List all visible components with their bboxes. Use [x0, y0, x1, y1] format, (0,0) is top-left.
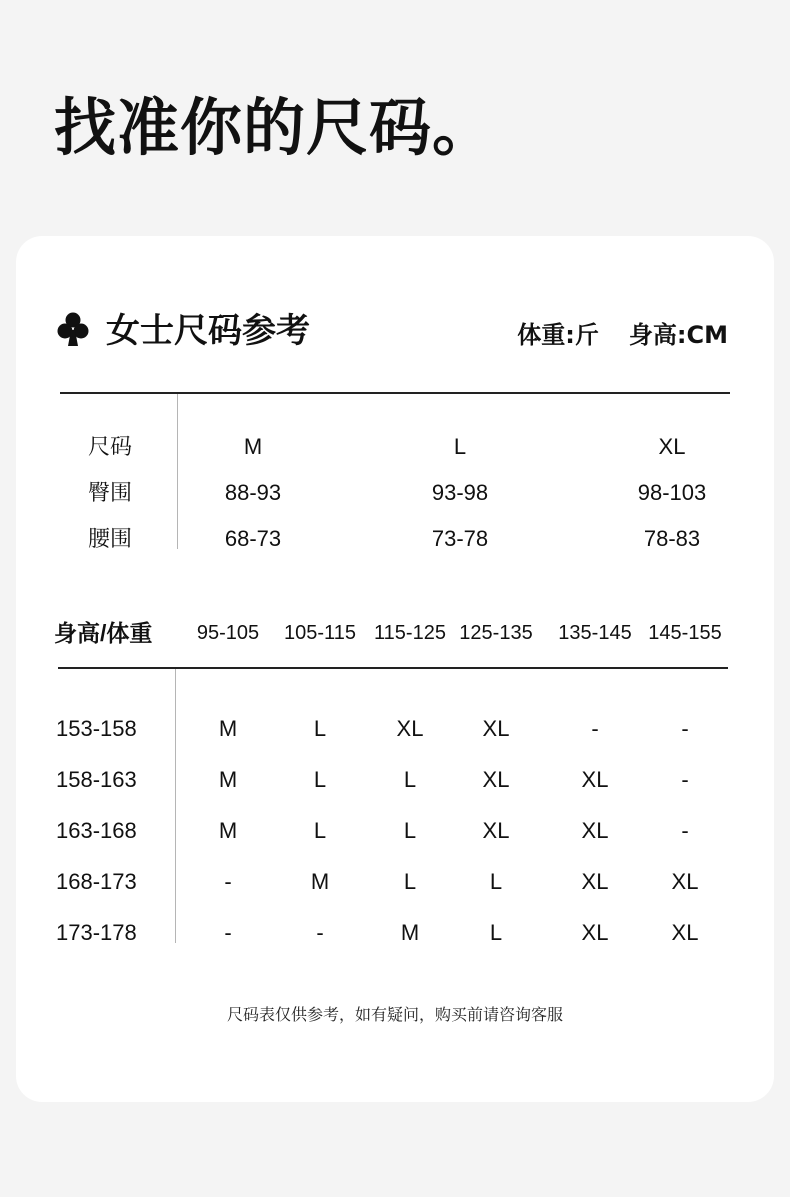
page-title: 找准你的尺码。: [54, 91, 496, 164]
size-table-cell: XL: [658, 434, 686, 459]
fit-table-cell: L: [489, 920, 503, 945]
fit-table-cell: -: [681, 716, 689, 741]
size-table-cell: 78-83: [643, 526, 701, 551]
weight-unit: 体重:斤: [517, 321, 599, 349]
size-table-cell: 98-103: [637, 480, 707, 505]
fit-table-cell: -: [224, 920, 232, 945]
fit-table-cell: XL: [671, 920, 699, 945]
fit-table-cell: XL: [581, 920, 609, 945]
height-unit: 身高:CM: [628, 321, 728, 349]
fit-table-cell: -: [316, 920, 324, 945]
height-range-label: 158-163: [56, 767, 137, 792]
size-table-top-rule: [60, 392, 730, 394]
fit-table-cell: XL: [581, 818, 609, 843]
fit-table-top-rule: [58, 667, 728, 669]
fit-table-divider: [175, 669, 176, 943]
fit-table-corner-label: 身高/体重: [54, 620, 153, 646]
size-table-cell: 93-98: [431, 480, 489, 505]
height-range-label: 163-168: [56, 818, 137, 843]
fit-table-cell: XL: [581, 869, 609, 894]
fit-table-cell: L: [313, 818, 327, 843]
fit-table-cell: XL: [396, 716, 424, 741]
fit-table-cell: -: [224, 869, 232, 894]
fit-table-cell: L: [403, 767, 417, 792]
unit-legend: [517, 318, 728, 352]
club-icon: [56, 310, 90, 350]
size-table-divider: [177, 394, 178, 549]
size-table-cell: 88-93: [224, 480, 282, 505]
section-title: 女士尺码参考: [106, 311, 310, 351]
fit-table-cell: L: [403, 818, 417, 843]
size-table-cell: 73-78: [431, 526, 489, 551]
fit-table-cell: XL: [671, 869, 699, 894]
fit-table-cell: M: [218, 767, 238, 792]
weight-range-header: 95-105: [196, 622, 260, 644]
fit-table-cell: XL: [581, 767, 609, 792]
weight-range-header: 135-145: [558, 622, 632, 644]
fit-table-cell: -: [681, 767, 689, 792]
size-chart-card: [16, 236, 774, 1102]
fit-table-cell: XL: [482, 767, 510, 792]
fit-table-cell: XL: [482, 818, 510, 843]
fit-table-cell: M: [218, 716, 238, 741]
weight-range-header: 115-125: [374, 622, 446, 644]
size-table-cell: M: [243, 434, 263, 459]
size-table-cell: L: [453, 434, 467, 459]
height-range-label: 168-173: [56, 869, 137, 894]
fit-table-cell: M: [218, 818, 238, 843]
fit-table-cell: XL: [482, 716, 510, 741]
footnote: 尺码表仅供参考，如有疑问，购买前请咨询客服: [226, 1005, 563, 1024]
fit-table-cell: L: [489, 869, 503, 894]
fit-table-cell: L: [403, 869, 417, 894]
fit-table-cell: L: [313, 767, 327, 792]
fit-table-cell: M: [400, 920, 420, 945]
height-range-label: 173-178: [56, 920, 137, 945]
size-table-row-label: 腰围: [87, 526, 132, 551]
weight-range-header: 125-135: [459, 622, 533, 644]
fit-table-cell: L: [313, 716, 327, 741]
size-table-row-label: 臀围: [87, 480, 132, 505]
height-range-label: 153-158: [56, 716, 137, 741]
fit-table-cell: M: [310, 869, 330, 894]
size-table-cell: 68-73: [224, 526, 282, 551]
weight-range-header: 145-155: [648, 622, 722, 644]
size-table-row-label: 尺码: [87, 434, 132, 459]
fit-table-cell: -: [591, 716, 599, 741]
fit-table-cell: -: [681, 818, 689, 843]
section-header: [16, 306, 774, 356]
weight-range-header: 105-115: [284, 622, 356, 644]
